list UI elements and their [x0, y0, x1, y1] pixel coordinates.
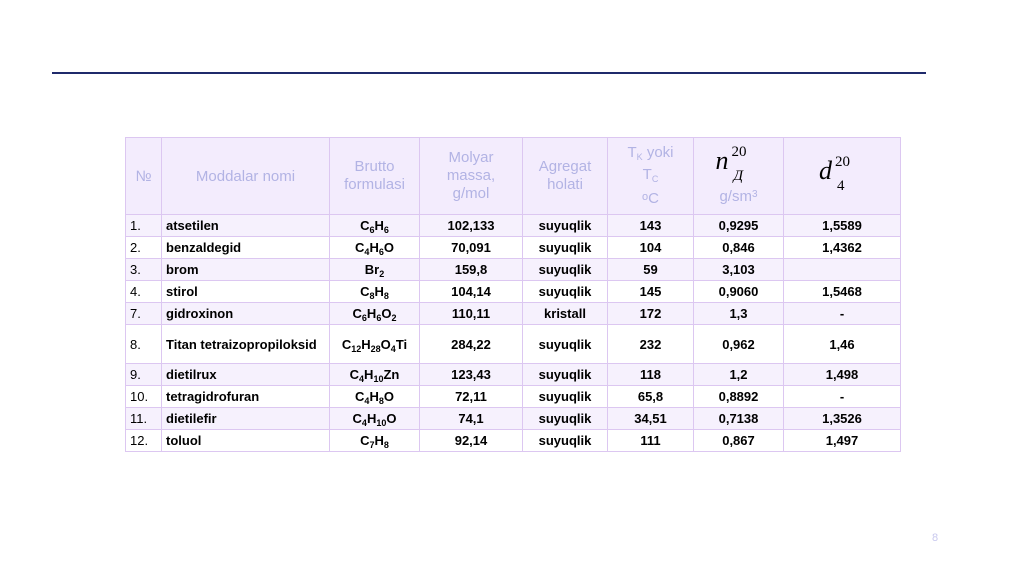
header-number: №	[126, 138, 162, 215]
page-number: 8	[932, 532, 939, 544]
row-number: 12.	[126, 430, 162, 452]
boiling-temperature: 145	[608, 281, 694, 303]
refraction-symbol: n Д 20	[715, 144, 747, 184]
formula-subscript: 2	[391, 313, 397, 323]
header-molar-mass: Molyar massa, g/mol	[420, 138, 523, 215]
density-value: -	[784, 303, 901, 325]
formula-element: H	[369, 389, 379, 404]
formula-subscript: 28	[370, 343, 381, 354]
formula-element: H	[369, 240, 379, 255]
row-number: 2.	[126, 237, 162, 259]
formula-subscript: 6	[378, 247, 384, 257]
row-number: 10.	[126, 386, 162, 408]
header-state: Agregat holati	[523, 138, 608, 215]
table-row	[126, 259, 901, 281]
boiling-temperature: 34,51	[608, 408, 694, 430]
formula-element: C	[360, 284, 370, 299]
substance-name: Titan tetraizopropiloksid	[162, 325, 330, 364]
refraction-value: 0,962	[694, 325, 784, 364]
formula-element: H	[366, 411, 377, 426]
aggregate-state: suyuqlik	[523, 237, 608, 259]
boiling-temperature: 172	[608, 303, 694, 325]
row-number: 3.	[126, 259, 162, 281]
formula-subscript: 8	[383, 440, 389, 450]
formula-element: C	[360, 218, 370, 233]
row-number: 7.	[126, 303, 162, 325]
header-formula: Brutto formulasi	[330, 138, 420, 215]
refraction-value: 1,3	[694, 303, 784, 325]
formula-subscript: 4	[359, 374, 365, 384]
table-body	[126, 215, 901, 452]
formula-element: C	[355, 240, 365, 255]
density-value: 1,5468	[784, 281, 901, 303]
row-number: 4.	[126, 281, 162, 303]
formula-element: Br	[364, 262, 380, 277]
density-value: -	[784, 386, 901, 408]
substance-name: gidroxinon	[162, 303, 330, 325]
molar-mass: 72,11	[420, 386, 523, 408]
molar-mass: 70,091	[420, 237, 523, 259]
boiling-temperature: 65,8	[608, 386, 694, 408]
aggregate-state: suyuqlik	[523, 408, 608, 430]
brutto-formula	[330, 281, 420, 303]
table-row	[126, 386, 901, 408]
refraction-value: 1,2	[694, 364, 784, 386]
aggregate-state: suyuqlik	[523, 364, 608, 386]
table-row	[126, 364, 901, 386]
brutto-formula	[330, 325, 420, 364]
substance-name: atsetilen	[162, 215, 330, 237]
aggregate-state: suyuqlik	[523, 259, 608, 281]
formula-element: O	[386, 411, 397, 426]
aggregate-state: suyuqlik	[523, 386, 608, 408]
formula-subscript: 6	[383, 225, 389, 235]
formula-element: H	[374, 284, 384, 299]
substance-name: tetragidrofuran	[162, 386, 330, 408]
molar-mass: 74,1	[420, 408, 523, 430]
formula-element: O	[383, 240, 394, 255]
formula-subscript: 4	[390, 343, 396, 354]
formula-subscript: 6	[361, 313, 367, 323]
table-row	[126, 408, 901, 430]
brutto-formula	[330, 386, 420, 408]
formula-subscript: 8	[378, 396, 384, 406]
brutto-formula	[330, 259, 420, 281]
density-value: 1,3526	[784, 408, 901, 430]
formula-subscript: 6	[369, 225, 375, 235]
table-row	[126, 281, 901, 303]
brutto-formula	[330, 364, 420, 386]
density-value: 1,5589	[784, 215, 901, 237]
formula-element: Zn	[383, 367, 400, 382]
formula-subscript: 2	[379, 269, 385, 279]
molar-mass: 159,8	[420, 259, 523, 281]
refraction-value: 0,9060	[694, 281, 784, 303]
table-header-row	[126, 138, 901, 215]
formula-element: C	[355, 389, 365, 404]
substance-name: stirol	[162, 281, 330, 303]
substance-name: dietilefir	[162, 408, 330, 430]
boiling-temperature: 111	[608, 430, 694, 452]
density-value: 1,497	[784, 430, 901, 452]
formula-element: C	[341, 336, 352, 352]
density-value: 1,4362	[784, 237, 901, 259]
formula-subscript: 8	[383, 291, 389, 301]
molar-mass: 284,22	[420, 325, 523, 364]
formula-subscript: 4	[361, 418, 367, 428]
substance-name: brom	[162, 259, 330, 281]
density-value: 1,46	[784, 325, 901, 364]
substance-name: dietilrux	[162, 364, 330, 386]
formula-element: C	[352, 411, 362, 426]
formula-element: C	[360, 433, 370, 448]
substance-name: toluol	[162, 430, 330, 452]
formula-element: C	[352, 306, 362, 321]
table-row	[126, 430, 901, 452]
refraction-value: 3,103	[694, 259, 784, 281]
formula-subscript: 8	[369, 291, 375, 301]
formula-subscript: 10	[376, 418, 387, 428]
formula-element: H	[361, 336, 371, 352]
substance-name: benzaldegid	[162, 237, 330, 259]
refraction-value: 0,8892	[694, 386, 784, 408]
table-row	[126, 237, 901, 259]
boiling-temperature: 104	[608, 237, 694, 259]
refraction-value: 0,9295	[694, 215, 784, 237]
formula-element: H	[374, 218, 384, 233]
formula-subscript: 7	[369, 440, 375, 450]
header-refraction: n Д 20 $g/sm^3$	[694, 138, 784, 215]
formula-element: O	[380, 336, 391, 352]
formula-subscript: 4	[364, 396, 370, 406]
boiling-temperature: 59	[608, 259, 694, 281]
aggregate-state: suyuqlik	[523, 215, 608, 237]
brutto-formula	[330, 237, 420, 259]
table-row	[126, 215, 901, 237]
brutto-formula	[330, 215, 420, 237]
formula-subscript: 4	[364, 247, 370, 257]
boiling-temperature: 118	[608, 364, 694, 386]
formula-element: H	[366, 306, 377, 321]
row-number: 11.	[126, 408, 162, 430]
boiling-temperature: 232	[608, 325, 694, 364]
aggregate-state: suyuqlik	[523, 430, 608, 452]
formula-element: H	[364, 367, 374, 382]
row-number: 1.	[126, 215, 162, 237]
refraction-value: 0,867	[694, 430, 784, 452]
density-value	[784, 259, 901, 281]
row-number: 9.	[126, 364, 162, 386]
molar-mass: 104,14	[420, 281, 523, 303]
brutto-formula	[330, 430, 420, 452]
substances-table	[125, 137, 901, 452]
header-density	[784, 138, 901, 215]
formula-element: O	[383, 389, 394, 404]
aggregate-state: suyuqlik	[523, 281, 608, 303]
density-symbol: d 4 20	[819, 154, 850, 194]
formula-element: H	[374, 433, 384, 448]
refraction-value: 0,846	[694, 237, 784, 259]
density-value: 1,498	[784, 364, 901, 386]
header-temperature: $T_K$ yoki $T_C$ $^o$C	[608, 138, 694, 215]
formula-element: C	[349, 367, 360, 382]
brutto-formula	[330, 303, 420, 325]
table-row	[126, 303, 901, 325]
molar-mass: 123,43	[420, 364, 523, 386]
refraction-value: 0,7138	[694, 408, 784, 430]
formula-element: Ti	[395, 336, 408, 352]
formula-subscript: 12	[351, 343, 362, 354]
formula-subscript: 6	[376, 313, 382, 323]
boiling-temperature: 143	[608, 215, 694, 237]
brutto-formula	[330, 408, 420, 430]
molar-mass: 110,11	[420, 303, 523, 325]
row-number: 8.	[126, 325, 162, 364]
formula-element: O	[381, 306, 392, 321]
molar-mass: 92,14	[420, 430, 523, 452]
molar-mass: 102,133	[420, 215, 523, 237]
title-rule	[52, 72, 926, 74]
table-row	[126, 325, 901, 364]
formula-subscript: 10	[373, 374, 384, 384]
header-name: Moddalar nomi	[162, 138, 330, 215]
aggregate-state: kristall	[523, 303, 608, 325]
aggregate-state: suyuqlik	[523, 325, 608, 364]
